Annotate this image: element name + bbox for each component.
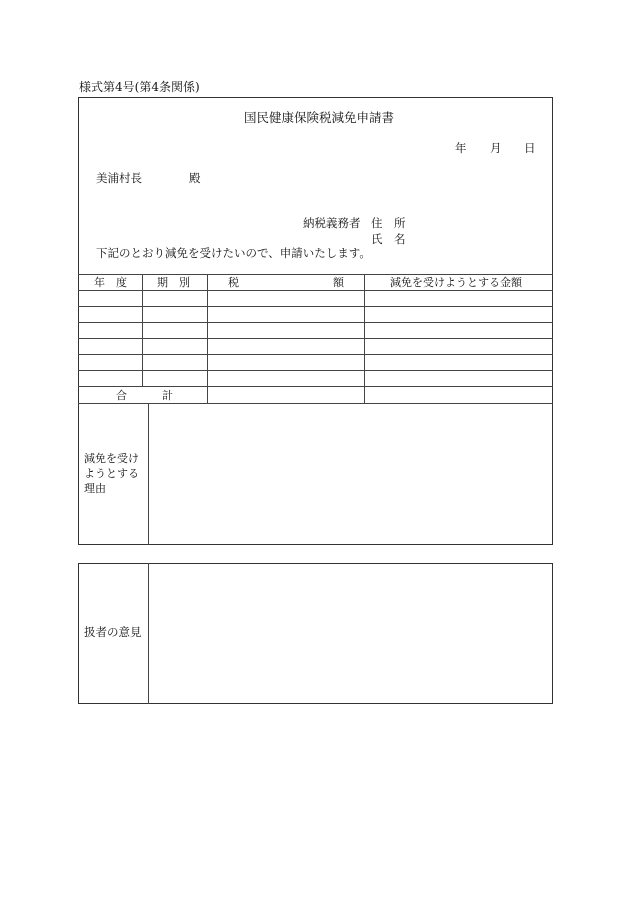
opinion-field[interactable] <box>156 575 546 695</box>
taxpayer-label: 納税義務者 <box>303 216 361 230</box>
opinion-label: 扱者の意見 <box>84 625 142 639</box>
total-label-2: 計 <box>162 389 173 402</box>
form-title: 国民健康保険税減免申請書 <box>244 110 395 125</box>
total-label-1: 合 <box>116 389 127 402</box>
addressee-honorific: 殿 <box>189 171 201 185</box>
table-column-divider <box>364 274 365 403</box>
table-column-divider <box>207 274 208 403</box>
table-top-border <box>78 274 553 275</box>
header-amount: 額 <box>333 276 344 289</box>
taxpayer-address-label: 住 所 <box>371 216 406 230</box>
reason-field[interactable] <box>156 415 546 535</box>
header-fiscal-year: 年 度 <box>94 276 127 289</box>
table-column-divider <box>142 274 143 386</box>
table-row-divider <box>78 306 553 307</box>
date-day-label: 日 <box>524 141 536 155</box>
reason-label: 減免を受けようとする理由 <box>84 452 139 495</box>
request-statement: 下記のとおり減免を受けたいので、申請いたします。 <box>96 246 371 260</box>
table-row-divider <box>78 338 553 339</box>
opinion-divider <box>148 563 149 704</box>
header-period: 期 別 <box>157 276 190 289</box>
table-header-divider <box>78 290 553 291</box>
date-year-label: 年 <box>455 141 467 155</box>
table-total-divider <box>78 386 553 387</box>
reason-divider <box>148 403 149 545</box>
taxpayer-name-label: 氏 名 <box>371 232 406 246</box>
header-reduction-amount: 減免を受けようとする金額 <box>390 276 522 289</box>
header-tax: 税 <box>228 276 239 289</box>
form-number: 様式第4号(第4条関係) <box>79 80 200 94</box>
date-month-label: 月 <box>490 141 502 155</box>
table-bottom-border <box>78 403 553 404</box>
table-row-divider <box>78 322 553 323</box>
table-row-divider <box>78 370 553 371</box>
table-row-divider <box>78 354 553 355</box>
addressee-name: 美浦村長 <box>96 171 142 185</box>
